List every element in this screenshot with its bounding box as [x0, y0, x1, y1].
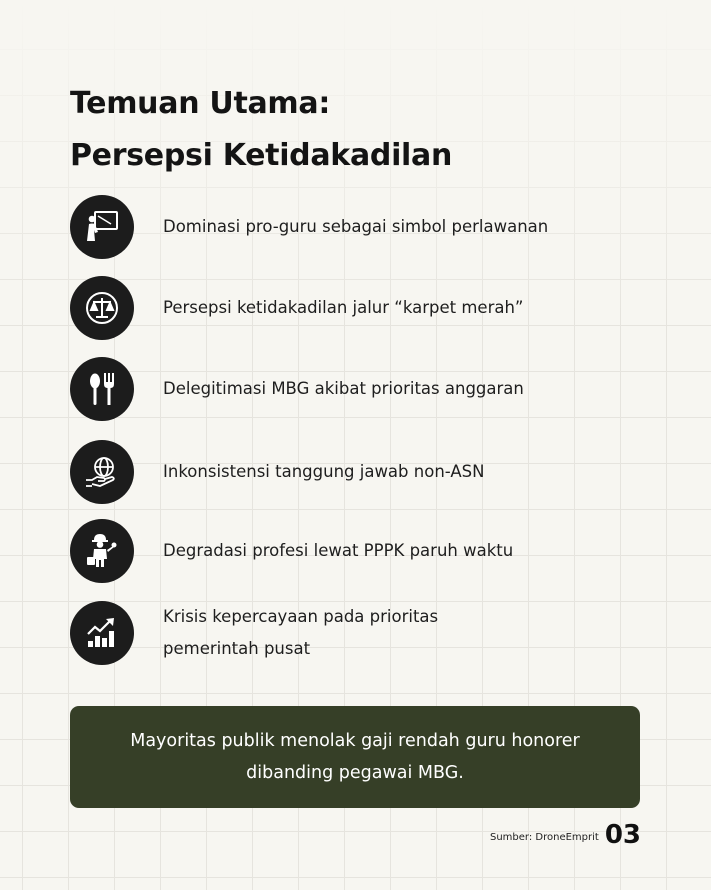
finding-label-6-line-1: Krisis kepercayaan pada prioritas	[163, 607, 439, 626]
callout-text: Mayoritas publik menolak gaji rendah guru honorer dibanding pegawai MBG.	[130, 731, 580, 783]
globe-hand-icon	[70, 440, 134, 504]
finding-item-1	[70, 195, 630, 259]
finding-item-5	[70, 519, 630, 583]
scale-icon	[70, 276, 134, 340]
source-credit: Sumber: DroneEmprit	[489, 831, 599, 843]
title-line-2: Persepsi Ketidakadilan	[70, 138, 453, 173]
footer	[490, 820, 641, 850]
finding-label-3: Delegitimasi MBG akibat prioritas anggaran	[163, 379, 524, 398]
page-number: 03	[604, 820, 641, 850]
page-title	[70, 78, 452, 182]
finding-label-6	[163, 601, 438, 665]
finding-label-1: Dominasi pro-guru sebagai simbol perlawanan	[163, 217, 549, 236]
finding-item-4	[70, 440, 630, 504]
summary-callout	[70, 706, 640, 808]
finding-label-4: Inkonsistensi tanggung jawab non-ASN	[163, 462, 485, 481]
finding-item-2	[70, 276, 630, 340]
teacher-icon	[70, 195, 134, 259]
title-line-1: Temuan Utama:	[70, 86, 331, 121]
growth-chart-icon	[70, 601, 134, 665]
finding-label-6-line-2: pemerintah pusat	[163, 639, 311, 658]
spoon-fork-icon	[70, 357, 134, 421]
finding-item-6	[70, 601, 630, 665]
finding-item-3	[70, 357, 630, 421]
finding-label-5: Degradasi profesi lewat PPPK paruh waktu	[163, 541, 514, 560]
finding-label-2: Persepsi ketidakadilan jalur “karpet merah”	[163, 298, 524, 317]
worker-icon	[70, 519, 134, 583]
